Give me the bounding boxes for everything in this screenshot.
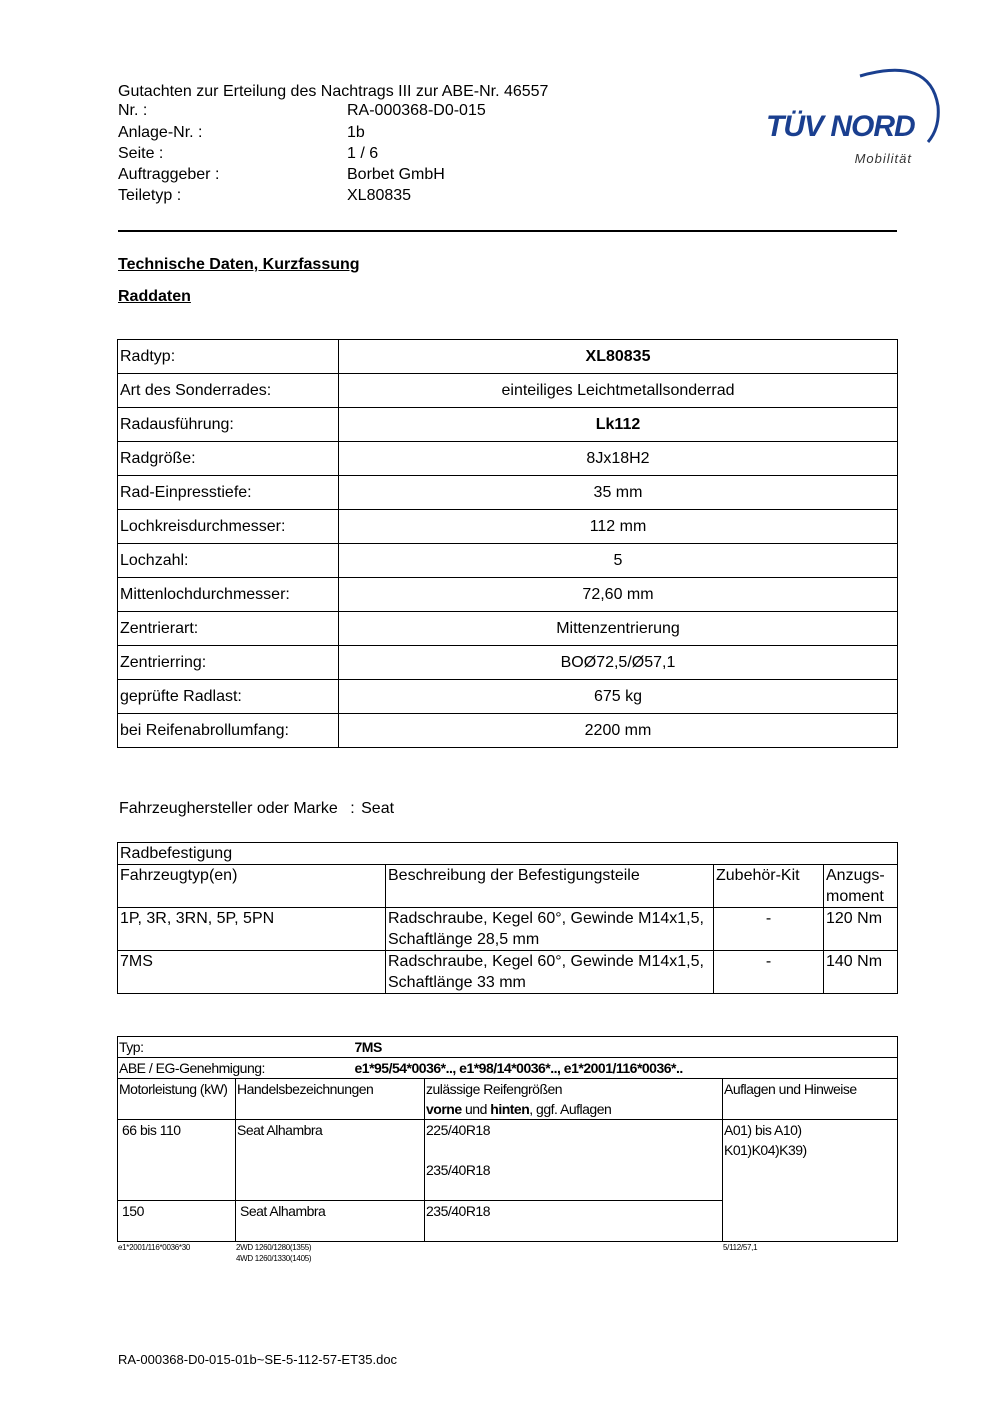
row-label: Radgröße: [118, 442, 339, 476]
table-row [118, 908, 898, 951]
row-value: BOØ72,5/Ø57,1 [339, 646, 898, 680]
cell-auflagen-1: A01) bis A10) [724, 1122, 802, 1138]
row-value: 2200 mm [339, 714, 898, 748]
anlage-label: Anlage-Nr. : [118, 124, 203, 141]
header-reifen-line1: zulässige Reifengrößen [426, 1081, 563, 1097]
manufacturer-separator: : [350, 800, 355, 817]
row-label: geprüfte Radlast: [118, 680, 339, 714]
row-label: Mittenlochdurchmesser: [118, 578, 339, 612]
abe-value [354, 1058, 898, 1079]
logo-subtitle: Mobilität [854, 151, 912, 166]
header-motorleistung: Motorleistung (kW) [118, 1079, 236, 1120]
table-row [118, 408, 898, 442]
header-reifen-line2 [426, 1099, 721, 1119]
tuev-nord-logo [760, 58, 946, 170]
table-row [118, 544, 898, 578]
cell-fahrzeugtyp: 7MS [118, 951, 386, 994]
row-label: Zentrierring: [118, 646, 339, 680]
section-title-raddaten: Raddaten [118, 288, 191, 305]
header-reifen-rest: , ggf. Auflagen [529, 1101, 612, 1117]
table-row [118, 843, 898, 865]
row-value: 72,60 mm [339, 578, 898, 612]
cell-reifen [425, 1120, 723, 1201]
raddaten-table [117, 339, 898, 748]
cell-beschreibung: Radschraube, Kegel 60°, Gewinde M14x1,5, Schaftlänge 33 mm [386, 951, 714, 994]
note-4wd: 4WD 1260/1330(1405) [236, 1254, 312, 1263]
manufacturer-value: Seat [361, 800, 395, 817]
seite-label: Seite : [118, 145, 164, 162]
row-label: Lochzahl: [118, 544, 339, 578]
cell-motorleistung: 66 bis 110 [118, 1120, 236, 1201]
row-label: Rad-Einpresstiefe: [118, 476, 339, 510]
teiletyp-label: Teiletyp : [118, 187, 182, 204]
header-reifengroessen [425, 1079, 723, 1120]
table-row [118, 1120, 898, 1201]
table-row [118, 578, 898, 612]
row-label: Art des Sonderrades: [118, 374, 339, 408]
table-row [118, 646, 898, 680]
table-row [118, 714, 898, 748]
teiletyp-value: XL80835 [347, 187, 412, 204]
header-reifen-vorne: vorne [426, 1101, 462, 1117]
cell-reifen-2: 235/40R18 [426, 1162, 491, 1178]
radbefestigung-table [117, 842, 898, 994]
document-title: Gutachten zur Erteilung des Nachtrags III zur ABE-Nr. 46557 [118, 83, 549, 100]
cell-zubehoer-kit: - [714, 908, 824, 951]
vehicle-approval-table [117, 1036, 898, 1242]
note-ec-number: e1*2001/116*0036*30 [118, 1243, 191, 1252]
row-value: Lk112 [339, 408, 898, 442]
header-handelsbezeichnungen: Handelsbezeichnungen [236, 1079, 425, 1120]
row-label: Lochkreisdurchmesser: [118, 510, 339, 544]
table-row [118, 510, 898, 544]
typ-row [118, 1037, 898, 1058]
manufacturer-label: Fahrzeughersteller oder Marke [119, 800, 338, 817]
table-row [118, 951, 898, 994]
seite-value: 1 / 6 [347, 145, 379, 162]
table-header-row [118, 865, 898, 908]
row-value: 35 mm [339, 476, 898, 510]
cell-zubehoer-kit: - [714, 951, 824, 994]
header-auflagen: Auflagen und Hinweise [723, 1079, 898, 1120]
header-zubehoer-kit: Zubehör-Kit [714, 865, 824, 908]
cell-reifen: 235/40R18 [425, 1201, 723, 1242]
auftraggeber-label: Auftraggeber : [118, 166, 220, 183]
header-divider [118, 230, 897, 232]
header-reifen-hinten: hinten [490, 1101, 530, 1117]
row-value: einteiliges Leichtmetallsonderrad [339, 374, 898, 408]
typ-value [354, 1037, 898, 1058]
nr-value: RA-000368-D0-015 [347, 102, 486, 119]
anlage-value: 1b [347, 124, 365, 141]
cell-anzugsmoment: 120 Nm [824, 908, 898, 951]
cell-fahrzeugtyp: 1P, 3R, 3RN, 5P, 5PN [118, 908, 386, 951]
row-value: 675 kg [339, 680, 898, 714]
cell-anzugsmoment: 140 Nm [824, 951, 898, 994]
note-bolt-pattern: 5/112/57,1 [723, 1243, 758, 1252]
abe-row [118, 1058, 898, 1079]
cell-handelsbezeichnung: Seat Alhambra [236, 1120, 425, 1201]
radbefestigung-title: Radbefestigung [118, 843, 898, 865]
cell-handelsbezeichnung: Seat Alhambra [236, 1201, 425, 1242]
row-value: XL80835 [339, 340, 898, 374]
cell-auflagen [723, 1120, 898, 1242]
cell-auflagen-2: K01)K04)K39) [724, 1142, 807, 1158]
table-row [118, 374, 898, 408]
row-label: Radtyp: [118, 340, 339, 374]
header-fahrzeugtyp: Fahrzeugtyp(en) [118, 865, 386, 908]
manufacturer-line [119, 800, 394, 818]
section-title-technische-daten: Technische Daten, Kurzfassung [118, 256, 360, 273]
header-reifen-und: und [461, 1101, 491, 1117]
row-value: 8Jx18H2 [339, 442, 898, 476]
footer-filename: RA-000368-D0-015-01b~SE-5-112-57-ET35.doc [118, 1352, 398, 1367]
row-value: 5 [339, 544, 898, 578]
abe-value-text: e1*95/54*0036*.., e1*98/14*0036*.., e1*2001/116*0036*.. [354, 1060, 683, 1076]
row-label: bei Reifenabrollumfang: [118, 714, 339, 748]
table-row [118, 680, 898, 714]
header-anzugsmoment: Anzugs- moment [824, 865, 898, 908]
typ-value-text: 7MS [354, 1039, 382, 1055]
row-value: 112 mm [339, 510, 898, 544]
table-row [118, 340, 898, 374]
header-beschreibung: Beschreibung der Befestigungsteile [386, 865, 714, 908]
nr-label: Nr. : [118, 102, 148, 119]
table-row [118, 612, 898, 646]
cell-beschreibung: Radschraube, Kegel 60°, Gewinde M14x1,5, Schaftlänge 28,5 mm [386, 908, 714, 951]
row-label: Zentrierart: [118, 612, 339, 646]
typ-label: Typ: [118, 1037, 425, 1058]
logo-text: TÜV NORD [766, 110, 915, 143]
note-2wd: 2WD 1260/1280(1355) [236, 1243, 312, 1252]
table-row [118, 476, 898, 510]
cell-motorleistung: 150 [118, 1201, 236, 1242]
row-value: Mittenzentrierung [339, 612, 898, 646]
abe-label: ABE / EG-Genehmigung: [118, 1058, 425, 1079]
row-label: Radausführung: [118, 408, 339, 442]
cell-reifen-1: 225/40R18 [426, 1122, 491, 1138]
table-row [118, 442, 898, 476]
table-header-row [118, 1079, 898, 1120]
auftraggeber-value: Borbet GmbH [347, 166, 445, 183]
